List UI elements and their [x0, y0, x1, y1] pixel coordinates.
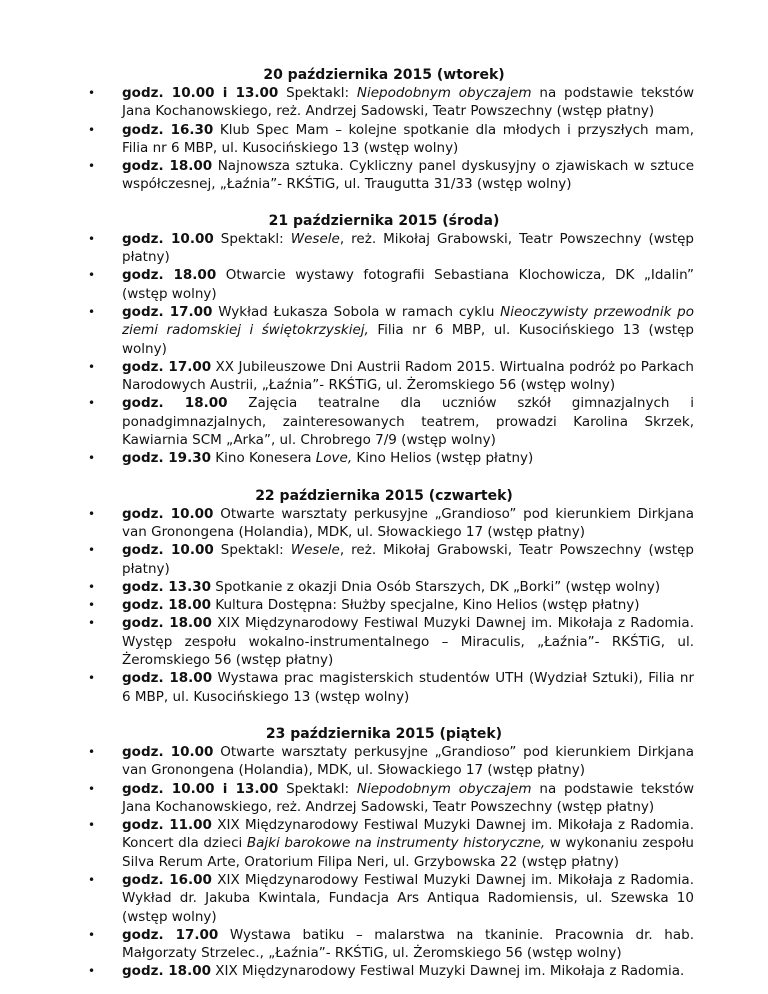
event-text: Otwarcie wystawy fotografii Sebastiana Klochowicza, DK „Idalin” (wstęp wolny): [122, 267, 694, 302]
day-title: 23 października 2015 (piątek): [265, 725, 503, 742]
event-time: godz. 17.00: [122, 303, 213, 320]
event-text: Wystawa prac magisterskich studentów UTH (Wydział Sztuki), Filia nr 6 MBP, ul. Kusocińskiego 13 (wstęp wolny): [122, 670, 694, 705]
event-time: godz. 10.00 i 13.00: [122, 85, 279, 101]
event-item: [0, 230, 768, 267]
event-item: [0, 84, 768, 121]
event-title-italic: Niepodobnym obyczajem: [356, 780, 532, 797]
event-title-italic: Niepodobnym obyczajem: [356, 85, 532, 101]
event-item: [0, 121, 768, 158]
event-text: Filia nr 6 MBP, ul. Kusocińskiego 13 (wstęp wolny): [122, 322, 694, 357]
event-title-italic: Bajki barokowe na instrumenty historyczne,: [246, 835, 546, 852]
day-section: [0, 0, 768, 194]
event-time: godz. 10.00 i 13.00: [122, 780, 279, 797]
event-text: , reż. Mikołaj Grabowski, Teatr Powszechny (wstęp płatny): [122, 230, 695, 266]
event-text: Najnowsza sztuka. Cykliczny panel dyskusyjny o zjawiskach w sztuce współczesnej, „Łaźnia”- RKŚTiG, ul. Traugutta 31/33 (wstęp wolny): [122, 158, 695, 193]
event-title-italic: Nieoczywisty przewodnik po ziemi radomskiej i świętokrzyskiej,: [122, 303, 694, 339]
event-item: [0, 449, 768, 467]
event-item: [0, 266, 768, 303]
day-section: [0, 194, 768, 468]
event-item: [0, 394, 768, 449]
event-time: godz. 18.00: [122, 670, 213, 687]
event-text: Spotkanie z okazji Dnia Osób Starszych, DK „Borki” (wstęp wolny): [211, 578, 661, 595]
event-item: [0, 358, 768, 395]
event-text: Spektakl:: [278, 85, 357, 101]
event-time: godz. 17.00: [122, 926, 219, 943]
event-time: godz. 16.30: [122, 121, 214, 138]
day-section: [0, 706, 768, 981]
event-text: Wystawa batiku – malarstwa na tkaninie. Pracownia dr. hab. Małgorzaty Strzelec., „Łaźnia”- RKŚTiG, ul. Żeromskiego 56 (wstęp wolny): [122, 926, 694, 962]
event-text: Wykład Łukasza Sobola w ramach cyklu: [212, 303, 501, 320]
event-time: godz. 18.00: [122, 597, 211, 614]
event-item: [0, 505, 768, 542]
event-item: [0, 614, 768, 669]
event-time: godz. 18.00: [122, 267, 217, 284]
event-item: [0, 596, 768, 614]
event-item: [0, 157, 768, 194]
event-time: godz. 11.00: [122, 817, 212, 834]
event-list: [0, 743, 768, 981]
event-list: [0, 84, 768, 194]
event-text: XIX Międzynarodowy Festiwal Muzyki Dawnej im. Mikołaja z Radomia. Wykład dr. Jakuba Kwintala, Fundacja Ars Antiqua Radomiensis, ul. Szewska 10 (wstęp wolny): [122, 871, 694, 925]
event-time: godz. 16.00: [122, 871, 212, 888]
event-text: w wykonaniu zespołu Silva Rerum Arte, Oratorium Filipa Neri, ul. Grzybowska 22 (wstęp płatny): [122, 835, 694, 870]
event-time: godz. 10.00: [122, 542, 214, 559]
day-section: [0, 468, 768, 706]
event-item: [0, 669, 768, 706]
event-text: Spektakl:: [278, 780, 357, 797]
event-list: [0, 230, 768, 468]
event-text: Kino Konesera: [211, 450, 316, 467]
event-text: Zajęcia teatralne dla uczniów szkół gimnazjalnych i ponadgimnazjalnych, zainteresowanych teatrem, prowadzi Karolina Skrzek, Kawiarnia SCM „Arka”, ul. Chrobrego 7/9 (wstęp wolny): [122, 395, 694, 449]
event-title-italic: Wesele: [290, 230, 340, 247]
event-item: [0, 743, 768, 780]
event-time: godz. 18.00: [122, 963, 211, 980]
event-text: Otwarte warsztaty perkusyjne „Grandioso” pod kierunkiem Dirkjana van Gronongena (Holandia), MDK, ul. Słowackiego 17 (wstęp płatny): [122, 743, 694, 779]
event-item: [0, 816, 768, 871]
day-title: 20 października 2015 (wtorek): [263, 67, 505, 83]
event-time: godz. 19.30: [122, 450, 211, 467]
event-item: [0, 578, 768, 596]
event-text: XX Jubileuszowe Dni Austrii Radom 2015. Wirtualna podróż po Parkach Narodowych Austrii, „Łaźnia”- RKŚTiG, ul. Żeromskiego 56 (wstęp wolny): [122, 358, 694, 394]
event-time: godz. 17.00: [122, 358, 212, 375]
event-item: [0, 780, 768, 817]
event-text: XIX Międzynarodowy Festiwal Muzyki Dawnej im. Mikołaja z Radomia. Koncert dla dzieci: [122, 817, 694, 852]
event-item: [0, 962, 768, 980]
day-title: 21 października 2015 (środa): [268, 212, 500, 229]
event-text: , reż. Mikołaj Grabowski, Teatr Powszechny (wstęp płatny): [122, 542, 695, 577]
event-item: [0, 926, 768, 963]
event-text: XIX Międzynarodowy Festiwal Muzyki Dawnej im. Mikołaja z Radomia. Występ zespołu wokalno-instrumentalnego – Miraculis, „Łaźnia”- RKŚTiG, ul. Żeromskiego 56 (wstęp płatny): [122, 615, 694, 669]
event-time: godz. 10.00: [122, 505, 214, 522]
event-time: godz. 10.00: [122, 230, 214, 247]
event-time: godz. 18.00: [122, 395, 228, 412]
event-text: na podstawie tekstów Jana Kochanowskiego, reż. Andrzej Sadowski, Teatr Powszechny (wstęp płatny): [122, 85, 694, 120]
event-text: XIX Międzynarodowy Festiwal Muzyki Dawnej im. Mikołaja z Radomia.: [211, 963, 685, 980]
event-text: Kultura Dostępna: Służby specjalne, Kino Helios (wstęp płatny): [211, 597, 640, 614]
day-title: 22 października 2015 (czwartek): [255, 487, 513, 504]
event-item: [0, 303, 768, 358]
event-text: Klub Spec Mam – kolejne spotkanie dla młodych i przyszłych mam, Filia nr 6 MBP, ul. Kusocińskiego 13 (wstęp wolny): [122, 121, 694, 156]
event-title-italic: Wesele: [290, 542, 340, 559]
event-list: [0, 505, 768, 706]
event-title-italic: Love,: [315, 450, 353, 467]
event-time: godz. 18.00: [122, 615, 212, 632]
event-text: Spektakl:: [213, 230, 291, 247]
event-time: godz. 18.00: [122, 158, 213, 175]
event-item: [0, 871, 768, 926]
event-text: Kino Helios (wstęp płatny): [352, 450, 534, 467]
event-text: na podstawie tekstów Jana Kochanowskiego, reż. Andrzej Sadowski, Teatr Powszechny (wstęp płatny): [122, 780, 694, 815]
event-time: godz. 10.00: [122, 743, 214, 760]
event-item: [0, 541, 768, 578]
event-text: Spektakl:: [213, 542, 291, 559]
event-text: Otwarte warsztaty perkusyjne „Grandioso” pod kierunkiem Dirkjana van Gronongena (Holandia), MDK, ul. Słowackiego 17 (wstęp płatny): [122, 505, 694, 540]
event-time: godz. 13.30: [122, 578, 211, 595]
